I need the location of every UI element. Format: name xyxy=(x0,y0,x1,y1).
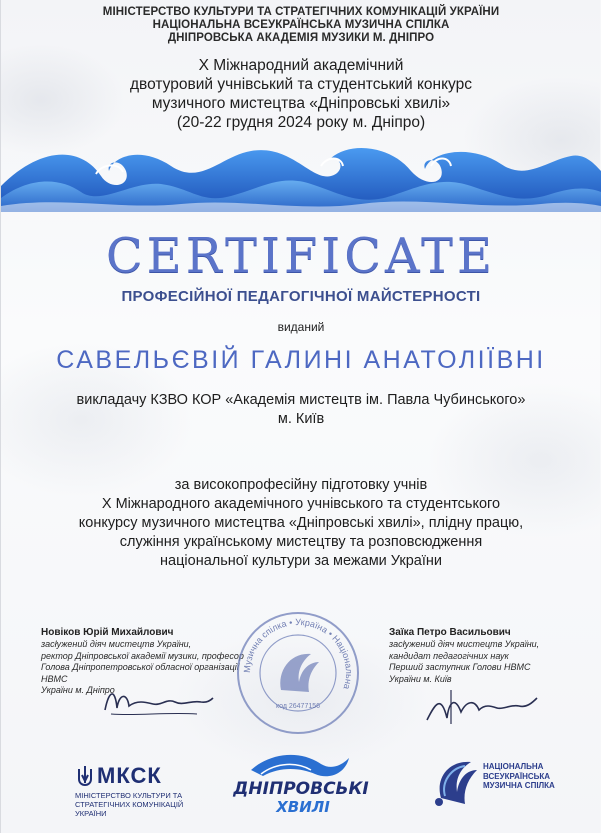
logo-nvms-text xyxy=(483,762,563,791)
logo-nvms xyxy=(431,752,561,812)
logo-nvms-line-3: МУЗИЧНА СПІЛКА xyxy=(483,781,555,790)
signatory-right-name: Заїка Петро Васильович xyxy=(389,627,511,638)
signatory-right xyxy=(389,627,589,685)
logo-mksk-subtitle-line-2: СТРАТЕГІЧНИХ КОМУНІКАЦІЙ УКРАЇНИ xyxy=(75,800,184,818)
recipient-position-text: викладачу КЗВО КОР «Академія мистецтв ім. Павла Чубинського» xyxy=(76,392,526,408)
signatory-left-name: Новіков Юрій Михайлович xyxy=(41,627,174,638)
reason-line-1: за високопрофесійну підготовку учнів xyxy=(174,477,428,493)
recipient-name: САВЕЛЬЄВІЙ ГАЛИНІ АНАТОЛІЇВНІ xyxy=(56,346,546,374)
signatory-left-role-3: Голова Дніпропетровської обласної організації НВМС xyxy=(41,662,239,684)
signatory-right-role-4: України м. Київ xyxy=(389,673,452,684)
logo-dnipro-line2: ХВИЛІ xyxy=(276,798,330,816)
logo-mksk-subtitle-line-1: МІНІСТЕРСТВО КУЛЬТУРИ ТА xyxy=(75,791,183,800)
signatory-left-role-1: засłужений діяч мистецтв України, xyxy=(41,639,192,649)
award-reason xyxy=(1,476,601,571)
header-line-1: МІНІСТЕРСТВО КУЛЬТУРИ ТА СТРАТЕГІЧНИХ КОМУНІКАЦІЙ УКРАЇНИ xyxy=(102,6,500,18)
recipient-position xyxy=(1,391,601,429)
contest-dates: (20-22 грудня 2024 року м. Дніпро) xyxy=(176,114,426,131)
contest-line-3: музичного мистецтва «Дніпровські хвилі» xyxy=(151,95,451,112)
signatory-right-role-2: кандидат педагогічних наук xyxy=(389,650,509,661)
issued-label: виданий xyxy=(277,320,325,334)
certificate-title: CERTIFICATE xyxy=(105,228,497,284)
reason-line-3: конкурсу музичного мистецтва «Дніпровські хвилі», плідну працю, xyxy=(78,515,524,531)
logo-mksk xyxy=(75,763,205,818)
stamp-ring-text: Музична спілка • Україна • Національна xyxy=(241,616,355,691)
logo-nvms-line-2: ВСЕУКРАЇНСЬКА xyxy=(483,771,551,781)
official-stamp xyxy=(233,608,363,738)
contest-info xyxy=(1,56,601,132)
signature-left xyxy=(97,680,217,720)
signatory-left-role-4: України м. Дніпро xyxy=(41,685,115,695)
recipient-city: м. Київ xyxy=(277,411,325,427)
logo-dnipro-line1: ДНІПРОВСЬКІ xyxy=(233,779,369,799)
header-line-2: НАЦІОНАЛЬНА ВСЕУКРАЇНСЬКА МУЗИЧНА СПІЛКА xyxy=(152,19,450,31)
contest-line-2: двотуровий учнівський та студентський конкурс xyxy=(130,76,472,93)
reason-line-4: служіння українському мистецтву та розповсюдження xyxy=(119,534,483,550)
signatory-left-role-2: ректор Дніпровської академії музики, професор xyxy=(41,650,244,661)
music-union-emblem-icon xyxy=(431,752,481,810)
header-line-3: ДНІПРОВСЬКА АКАДЕМІЯ МУЗИКИ М. ДНІПРО xyxy=(167,32,435,44)
certificate-subtitle: ПРОФЕСІЙНОЇ ПЕДАГОГІЧНОЇ МАЙСТЕРНОСТІ xyxy=(121,288,481,305)
stamp-code: код 26477156 xyxy=(275,703,321,710)
logo-nvms-line-1: НАЦІОНАЛЬНА xyxy=(483,762,544,771)
reason-line-5: національної культури за межами України xyxy=(160,553,442,569)
trident-icon xyxy=(77,765,93,787)
signatory-right-role-1: засłужений діяч мистецтв України, xyxy=(389,639,540,649)
reason-line-2: Х Міжнародного академічного учнівського та студентського xyxy=(101,496,501,512)
decorative-waves xyxy=(1,126,601,212)
contest-line-1: Х Міжнародний академічний xyxy=(198,57,404,74)
ministry-header xyxy=(1,6,601,45)
signature-right xyxy=(421,684,541,728)
signatory-right-role-3: Перший заступник Голови НВМС xyxy=(389,662,531,672)
logo-mksk-subtitle xyxy=(75,791,215,818)
logo-mksk-name: МКСК xyxy=(97,763,162,788)
logo-dniprovski-khvyli xyxy=(233,748,369,818)
